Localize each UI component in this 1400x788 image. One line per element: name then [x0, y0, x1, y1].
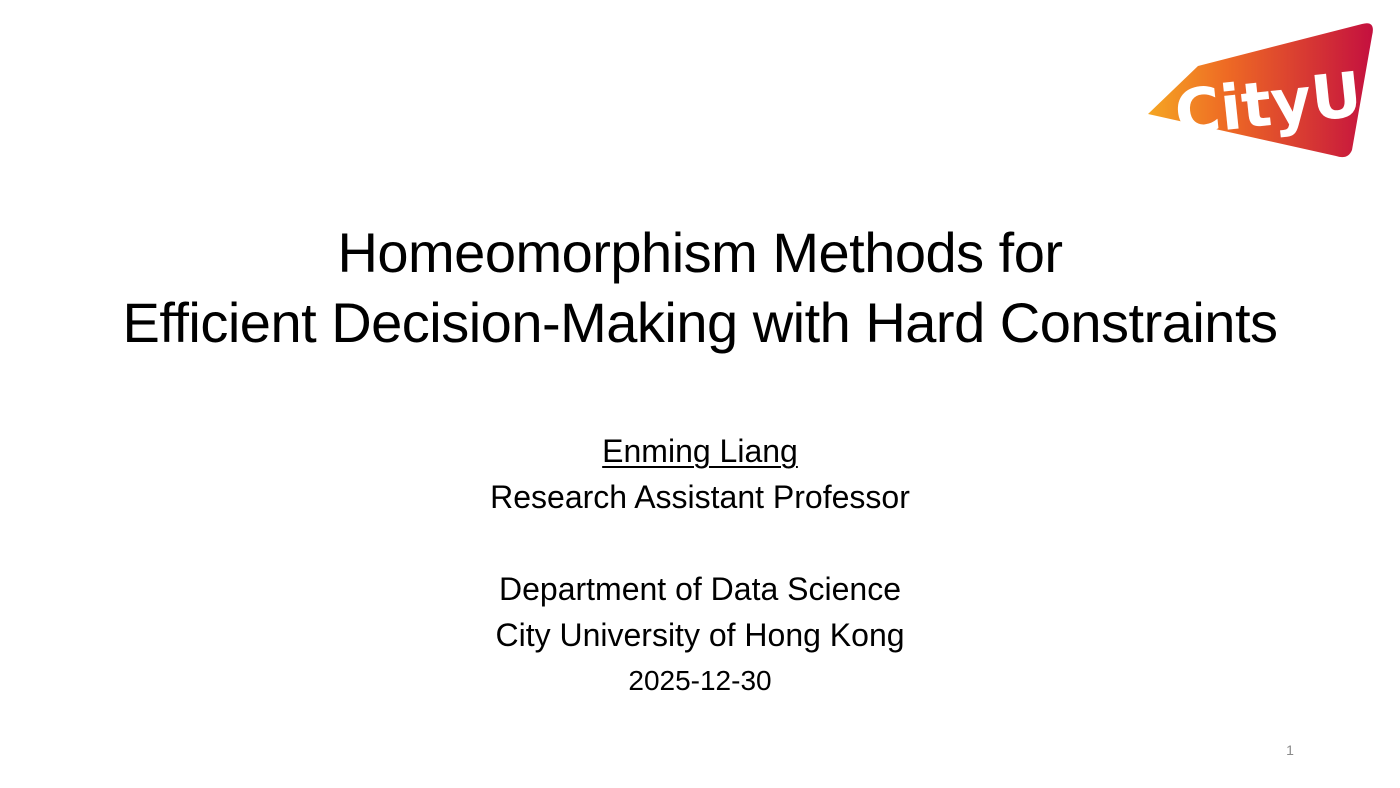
title-line-2: Efficient Decision-Making with Hard Constraints — [122, 291, 1278, 354]
university: City University of Hong Kong — [495, 617, 905, 653]
author-position: Research Assistant Professor — [490, 479, 910, 515]
cityu-logo — [1140, 18, 1380, 168]
department: Department of Data Science — [499, 571, 901, 607]
author-name[interactable]: Enming Liang — [602, 433, 798, 469]
page-number: 1 — [1286, 742, 1294, 758]
svg-text:CityU: CityU — [1171, 57, 1366, 150]
presentation-date: 2025-12-30 — [628, 665, 772, 696]
title-line-1: Homeomorphism Methods for — [337, 221, 1063, 284]
slide-title — [0, 218, 1400, 358]
author-info — [0, 428, 1400, 704]
